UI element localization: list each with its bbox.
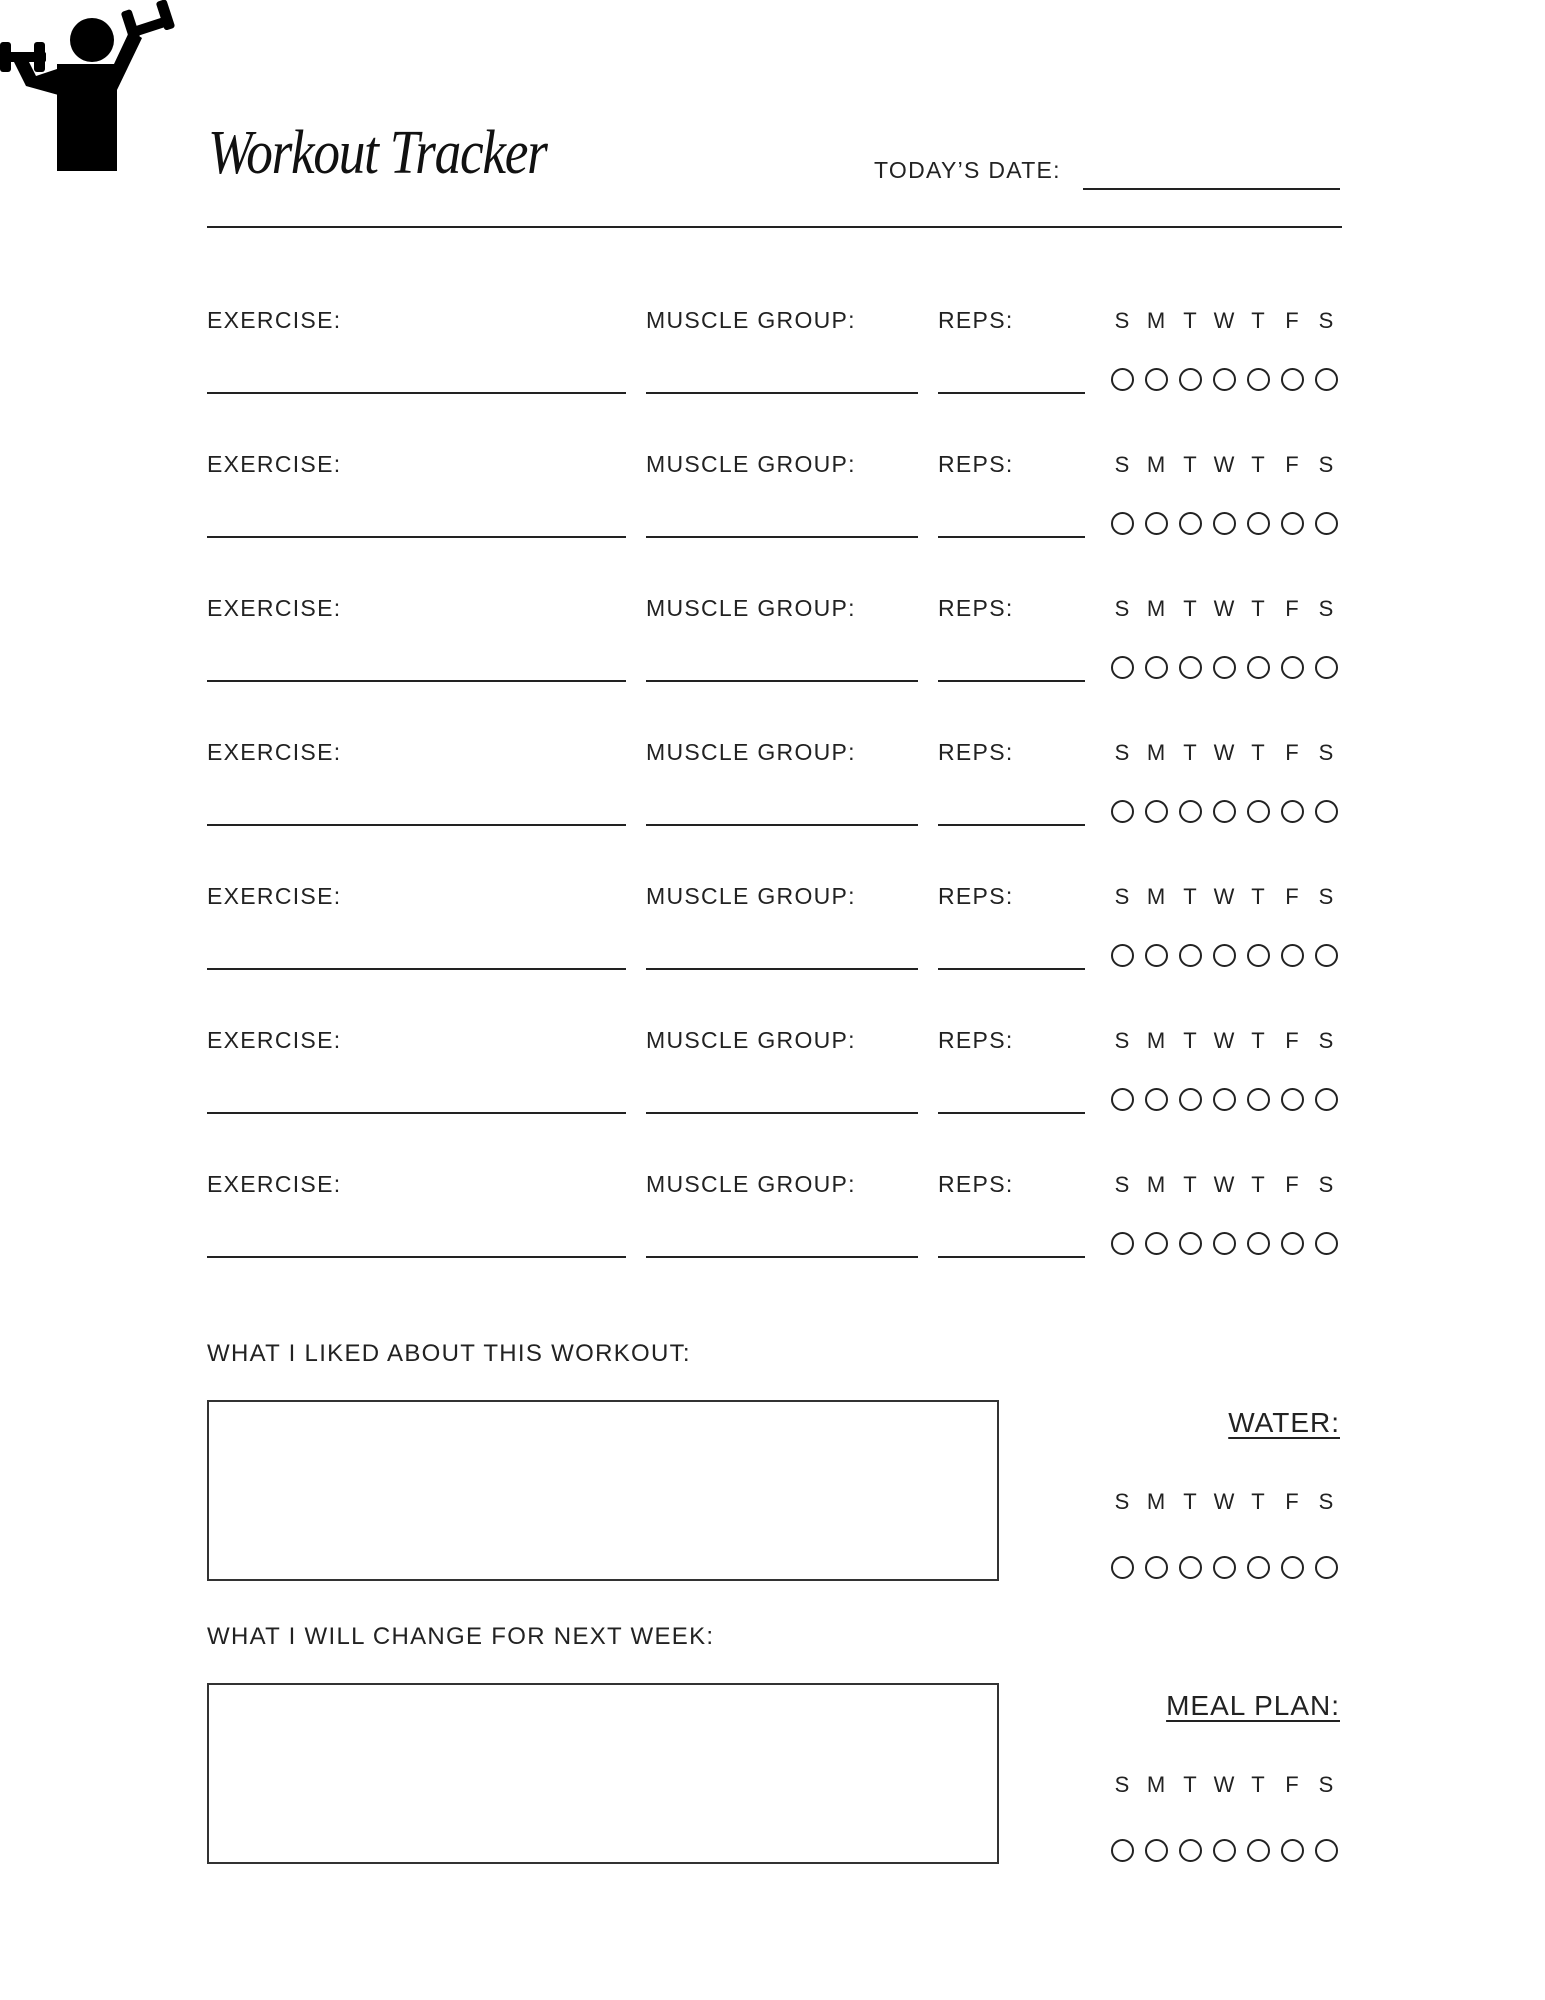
muscle-group-label: MUSCLE GROUP:	[646, 1027, 856, 1053]
exercise-day-checkbox[interactable]	[1179, 800, 1202, 823]
reps-label: REPS:	[938, 595, 1014, 621]
exercise-day-label: M	[1146, 740, 1166, 765]
exercise-day-label: W	[1213, 596, 1235, 621]
exercise-day-checkbox[interactable]	[1111, 1088, 1134, 1111]
meal-plan-heading: MEAL PLAN:	[1166, 1690, 1340, 1721]
exercise-day-label: S	[1114, 1172, 1130, 1197]
exercise-day-checkbox[interactable]	[1281, 944, 1304, 967]
exercise-day-label: T	[1251, 884, 1265, 909]
reps-input-line[interactable]	[938, 968, 1085, 970]
change-label: WHAT I WILL CHANGE FOR NEXT WEEK:	[207, 1623, 715, 1650]
meal-plan-day-label: M	[1146, 1772, 1166, 1797]
change-textbox[interactable]	[207, 1683, 999, 1864]
reps-label: REPS:	[938, 883, 1014, 909]
exercise-day-checkbox[interactable]	[1145, 656, 1168, 679]
exercise-input-line[interactable]	[207, 680, 626, 682]
exercise-label: EXERCISE:	[207, 739, 342, 765]
exercise-day-label: F	[1285, 308, 1299, 333]
muscle-group-label: MUSCLE GROUP:	[646, 739, 856, 765]
muscle-group-input-line[interactable]	[646, 392, 918, 394]
water-day-checkbox[interactable]	[1111, 1556, 1134, 1579]
exercise-day-checkbox[interactable]	[1315, 512, 1338, 535]
exercise-day-checkbox[interactable]	[1111, 1232, 1134, 1255]
exercise-day-label: T	[1251, 452, 1265, 477]
exercise-day-label: S	[1318, 740, 1334, 765]
exercise-day-checkbox[interactable]	[1281, 656, 1304, 679]
meal-plan-day-checkbox[interactable]	[1179, 1839, 1202, 1862]
exercise-day-checkbox[interactable]	[1247, 1088, 1270, 1111]
reps-input-line[interactable]	[938, 392, 1085, 394]
muscle-group-label: MUSCLE GROUP:	[646, 451, 856, 477]
meal-plan-day-checkbox[interactable]	[1111, 1839, 1134, 1862]
reps-label: REPS:	[938, 739, 1014, 765]
exercise-day-label: S	[1318, 1028, 1334, 1053]
exercise-day-label: M	[1146, 884, 1166, 909]
exercise-day-checkbox[interactable]	[1315, 944, 1338, 967]
water-day-label: S	[1318, 1489, 1334, 1514]
exercise-input-line[interactable]	[207, 536, 626, 538]
exercise-day-label: S	[1114, 452, 1130, 477]
exercise-input-line[interactable]	[207, 968, 626, 970]
exercise-day-checkbox[interactable]	[1213, 800, 1236, 823]
meal-plan-day-checkbox[interactable]	[1315, 1839, 1338, 1862]
exercise-day-checkbox[interactable]	[1111, 512, 1134, 535]
exercise-day-checkbox[interactable]	[1281, 1088, 1304, 1111]
muscle-group-label: MUSCLE GROUP:	[646, 595, 856, 621]
exercise-input-line[interactable]	[207, 1256, 626, 1258]
reps-label: REPS:	[938, 307, 1014, 333]
exercise-day-label: F	[1285, 1172, 1299, 1197]
reps-input-line[interactable]	[938, 1112, 1085, 1114]
weightlifter-icon	[0, 0, 180, 175]
meal-plan-day-checkbox[interactable]	[1281, 1839, 1304, 1862]
exercise-day-label: T	[1183, 308, 1197, 333]
exercise-day-label: S	[1114, 1028, 1130, 1053]
exercise-day-label: S	[1318, 884, 1334, 909]
meal-plan-day-checkbox[interactable]	[1247, 1839, 1270, 1862]
exercise-day-checkbox[interactable]	[1145, 944, 1168, 967]
water-day-label: S	[1114, 1489, 1130, 1514]
exercise-day-label: F	[1285, 740, 1299, 765]
exercise-day-checkbox[interactable]	[1111, 656, 1134, 679]
exercise-day-label: F	[1285, 884, 1299, 909]
exercise-day-label: W	[1213, 452, 1235, 477]
exercise-day-checkbox[interactable]	[1111, 368, 1134, 391]
todays-date-field[interactable]	[1083, 180, 1340, 190]
water-day-checkbox[interactable]	[1247, 1556, 1270, 1579]
exercise-label: EXERCISE:	[207, 307, 342, 333]
exercise-input-line[interactable]	[207, 1112, 626, 1114]
meal-plan-day-checkbox[interactable]	[1213, 1839, 1236, 1862]
exercise-day-checkbox[interactable]	[1281, 800, 1304, 823]
exercise-day-label: S	[1114, 308, 1130, 333]
exercise-day-label: S	[1318, 1172, 1334, 1197]
exercise-day-checkbox[interactable]	[1145, 368, 1168, 391]
exercise-day-checkbox[interactable]	[1281, 1232, 1304, 1255]
exercise-day-checkbox[interactable]	[1247, 944, 1270, 967]
exercise-day-label: T	[1251, 1028, 1265, 1053]
muscle-group-label: MUSCLE GROUP:	[646, 1171, 856, 1197]
exercise-day-checkbox[interactable]	[1247, 656, 1270, 679]
exercise-day-label: W	[1213, 1172, 1235, 1197]
meal-plan-day-label: T	[1183, 1772, 1197, 1797]
exercise-day-checkbox[interactable]	[1145, 1232, 1168, 1255]
muscle-group-input-line[interactable]	[646, 1112, 918, 1114]
exercise-day-label: M	[1146, 452, 1166, 477]
water-day-checkbox[interactable]	[1145, 1556, 1168, 1579]
exercise-label: EXERCISE:	[207, 595, 342, 621]
muscle-group-input-line[interactable]	[646, 1256, 918, 1258]
exercise-day-label: T	[1183, 884, 1197, 909]
exercise-day-checkbox[interactable]	[1179, 1232, 1202, 1255]
exercise-day-label: M	[1146, 1172, 1166, 1197]
exercise-day-label: M	[1146, 308, 1166, 333]
muscle-group-label: MUSCLE GROUP:	[646, 883, 856, 909]
exercise-day-checkbox[interactable]	[1179, 1088, 1202, 1111]
exercise-day-checkbox[interactable]	[1145, 1088, 1168, 1111]
exercise-day-checkbox[interactable]	[1247, 368, 1270, 391]
exercise-day-checkbox[interactable]	[1145, 512, 1168, 535]
meal-plan-day-label: S	[1114, 1772, 1130, 1797]
liked-textbox[interactable]	[207, 1400, 999, 1581]
exercise-day-label: S	[1318, 596, 1334, 621]
reps-input-line[interactable]	[938, 536, 1085, 538]
water-day-checkbox[interactable]	[1281, 1556, 1304, 1579]
meal-plan-day-label: W	[1213, 1772, 1235, 1797]
exercise-day-checkbox[interactable]	[1247, 1232, 1270, 1255]
water-day-label: M	[1146, 1489, 1166, 1514]
exercise-day-checkbox[interactable]	[1213, 368, 1236, 391]
exercise-day-checkbox[interactable]	[1111, 800, 1134, 823]
reps-input-line[interactable]	[938, 680, 1085, 682]
exercise-day-checkbox[interactable]	[1213, 1088, 1236, 1111]
exercise-day-checkbox[interactable]	[1315, 1088, 1338, 1111]
meal-plan-day-label: F	[1285, 1772, 1299, 1797]
todays-date-label: TODAY’S DATE:	[874, 157, 1061, 183]
exercise-day-label: W	[1213, 1028, 1235, 1053]
exercise-day-checkbox[interactable]	[1179, 944, 1202, 967]
exercise-day-label: M	[1146, 596, 1166, 621]
exercise-label: EXERCISE:	[207, 451, 342, 477]
exercise-day-checkbox[interactable]	[1281, 512, 1304, 535]
exercise-day-checkbox[interactable]	[1179, 512, 1202, 535]
reps-input-line[interactable]	[938, 1256, 1085, 1258]
water-day-checkbox[interactable]	[1315, 1556, 1338, 1579]
exercise-day-label: W	[1213, 740, 1235, 765]
exercise-day-label: T	[1183, 452, 1197, 477]
exercise-day-checkbox[interactable]	[1111, 944, 1134, 967]
exercise-day-label: F	[1285, 1028, 1299, 1053]
liked-label: WHAT I LIKED ABOUT THIS WORKOUT:	[207, 1340, 691, 1367]
exercise-day-checkbox[interactable]	[1315, 800, 1338, 823]
water-day-label: T	[1183, 1489, 1197, 1514]
meal-plan-day-label: T	[1251, 1772, 1265, 1797]
exercise-day-label: T	[1251, 1172, 1265, 1197]
muscle-group-input-line[interactable]	[646, 824, 918, 826]
muscle-group-label: MUSCLE GROUP:	[646, 307, 856, 333]
exercise-day-checkbox[interactable]	[1281, 368, 1304, 391]
muscle-group-input-line[interactable]	[646, 968, 918, 970]
reps-label: REPS:	[938, 451, 1014, 477]
water-heading: WATER:	[1228, 1407, 1340, 1438]
water-day-label: F	[1285, 1489, 1299, 1514]
exercise-day-label: S	[1114, 884, 1130, 909]
exercise-day-label: M	[1146, 1028, 1166, 1053]
exercise-day-checkbox[interactable]	[1315, 1232, 1338, 1255]
muscle-group-input-line[interactable]	[646, 536, 918, 538]
exercise-input-line[interactable]	[207, 824, 626, 826]
header-divider	[207, 226, 1342, 228]
exercise-day-checkbox[interactable]	[1145, 800, 1168, 823]
water-day-checkbox[interactable]	[1179, 1556, 1202, 1579]
muscle-group-input-line[interactable]	[646, 680, 918, 682]
exercise-day-checkbox[interactable]	[1247, 800, 1270, 823]
water-day-checkbox[interactable]	[1213, 1556, 1236, 1579]
reps-label: REPS:	[938, 1027, 1014, 1053]
exercise-day-label: T	[1183, 740, 1197, 765]
exercise-day-checkbox[interactable]	[1213, 1232, 1236, 1255]
exercise-label: EXERCISE:	[207, 1171, 342, 1197]
exercise-day-label: W	[1213, 308, 1235, 333]
exercise-day-label: S	[1114, 740, 1130, 765]
exercise-day-checkbox[interactable]	[1213, 656, 1236, 679]
exercise-day-label: T	[1183, 1172, 1197, 1197]
exercise-day-label: T	[1251, 596, 1265, 621]
reps-label: REPS:	[938, 1171, 1014, 1197]
exercise-input-line[interactable]	[207, 392, 626, 394]
exercise-day-label: T	[1251, 740, 1265, 765]
exercise-day-label: T	[1183, 1028, 1197, 1053]
exercise-day-checkbox[interactable]	[1213, 944, 1236, 967]
exercise-day-label: W	[1213, 884, 1235, 909]
page-title: Workout Tracker	[208, 119, 547, 187]
meal-plan-day-checkbox[interactable]	[1145, 1839, 1168, 1862]
water-day-label: W	[1213, 1489, 1235, 1514]
exercise-day-checkbox[interactable]	[1213, 512, 1236, 535]
exercise-day-label: S	[1318, 452, 1334, 477]
exercise-label: EXERCISE:	[207, 1027, 342, 1053]
exercise-day-checkbox[interactable]	[1315, 368, 1338, 391]
exercise-day-checkbox[interactable]	[1179, 368, 1202, 391]
exercise-day-label: T	[1183, 596, 1197, 621]
exercise-day-label: T	[1251, 308, 1265, 333]
exercise-day-checkbox[interactable]	[1315, 656, 1338, 679]
exercise-day-checkbox[interactable]	[1179, 656, 1202, 679]
exercise-day-checkbox[interactable]	[1247, 512, 1270, 535]
exercise-day-label: F	[1285, 596, 1299, 621]
reps-input-line[interactable]	[938, 824, 1085, 826]
meal-plan-day-label: S	[1318, 1772, 1334, 1797]
exercise-day-label: F	[1285, 452, 1299, 477]
exercise-label: EXERCISE:	[207, 883, 342, 909]
exercise-day-label: S	[1318, 308, 1334, 333]
water-day-label: T	[1251, 1489, 1265, 1514]
exercise-day-label: S	[1114, 596, 1130, 621]
